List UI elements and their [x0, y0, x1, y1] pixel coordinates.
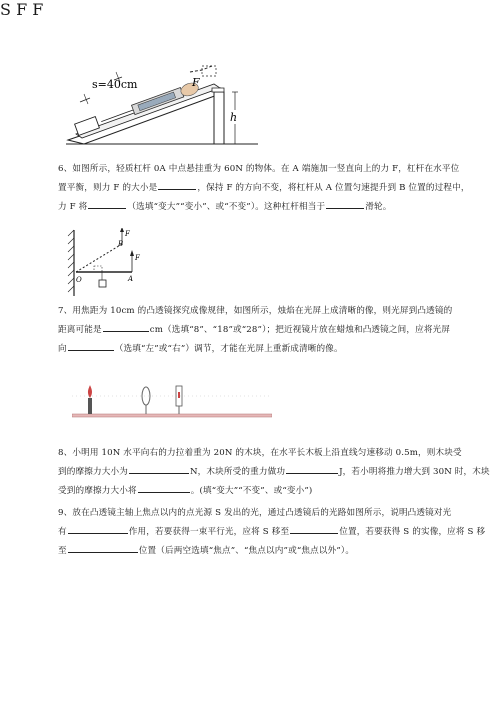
pivot-o-label: O [76, 276, 82, 284]
answer-blank[interactable] [68, 523, 128, 534]
q9-line-1: 9、放在凸透镜主轴上焦点以内的点光源 S 发出的光，通过凸透镜后的光路如图所示，说明凸透镜对光 [58, 508, 452, 518]
q8-text: 到的摩擦力大小为 [58, 467, 128, 477]
lever-figure [66, 228, 146, 298]
answer-blank[interactable] [158, 179, 196, 190]
q8-text: J，若小明将推力增大到 30N 时，木块 [339, 467, 490, 477]
answer-blank[interactable] [138, 482, 190, 493]
question-8 [58, 444, 490, 501]
q7-text: 距离可能是 [58, 325, 102, 335]
force-label: F [192, 76, 200, 89]
force-label-top: F [125, 230, 130, 238]
q6-text: 滑轮。 [365, 202, 392, 212]
q9-text: 位置，若要获得 S 的实像，应将 S 移 [339, 527, 486, 537]
height-label: h [230, 111, 238, 124]
distance-label: s=40cm [92, 78, 138, 91]
answer-blank[interactable] [103, 321, 149, 332]
answer-blank[interactable] [68, 340, 114, 351]
answer-blank[interactable] [129, 463, 189, 474]
q6-text: （选填“变大”“变小”、或“不变”）。这种杠杆相当于 [127, 202, 326, 212]
answer-blank[interactable] [290, 523, 338, 534]
force-label-right: F [135, 254, 140, 262]
q6-text: 力 F 将 [58, 202, 88, 212]
q7-text: cm（选填“8”、“18”或“28”）；把近视镜片放在蜡烛和凸透镜之间，应将光屏 [149, 325, 451, 335]
focus-left-label: F [16, 0, 28, 19]
q9-text: 有 [58, 527, 67, 537]
q8-text: 。(填“变大”“不变”、或“变小”) [190, 486, 313, 496]
optical-bench-figure [72, 382, 272, 424]
question-9 [58, 504, 485, 561]
q9-text: 至 [58, 546, 67, 556]
q8-text: 受到的摩擦力大小将 [58, 486, 137, 496]
answer-blank[interactable] [326, 198, 364, 209]
incline-figure [62, 58, 262, 150]
q6-text: ，保持 F 的方向不变，将杠杆从 A 位置匀速提升到 B 位置的过程中， [197, 183, 470, 193]
point-b-label: B [118, 240, 124, 248]
answer-blank[interactable] [286, 463, 338, 474]
q9-text: 位置（后两空选填“焦点”、“焦点以内”或“焦点以外”）。 [138, 546, 355, 556]
q7-line-1: 7、用焦距为 10cm 的凸透镜探究成像规律，如图所示，烛焰在光屏上成清晰的像，则光屏到凸透镜的 [58, 306, 453, 316]
q7-text: 向 [58, 344, 67, 354]
focus-right-label: F [32, 0, 44, 19]
q9-text: 作用，若要获得一束平行光，应将 S 移至 [128, 527, 290, 537]
question-7 [58, 302, 452, 359]
q7-text: （选填“左”或“右”）调节，才能在光屏上重新成清晰的像。 [114, 344, 343, 354]
source-s-label: S [0, 0, 11, 19]
q8-text: N，木块所受的重力做功 [189, 467, 286, 477]
q8-line-1: 8、小明用 10N 水平向右的力拉着重为 20N 的木块，在水平长木板上沿直线匀速移动 0.5m，则木块受 [58, 448, 462, 458]
q6-line-1: 6、如图所示，轻质杠杆 0A 中点悬挂重为 60N 的物体。在 A 端施加一竖直向上的力 F，杠杆在水平位 [58, 164, 460, 174]
answer-blank[interactable] [68, 542, 138, 553]
convex-lens-figure [72, 578, 272, 638]
question-6 [58, 160, 470, 217]
q6-text: 置平衡，则力 F 的大小是 [58, 183, 158, 193]
answer-blank[interactable] [88, 198, 126, 209]
point-a-label: A [128, 275, 134, 283]
